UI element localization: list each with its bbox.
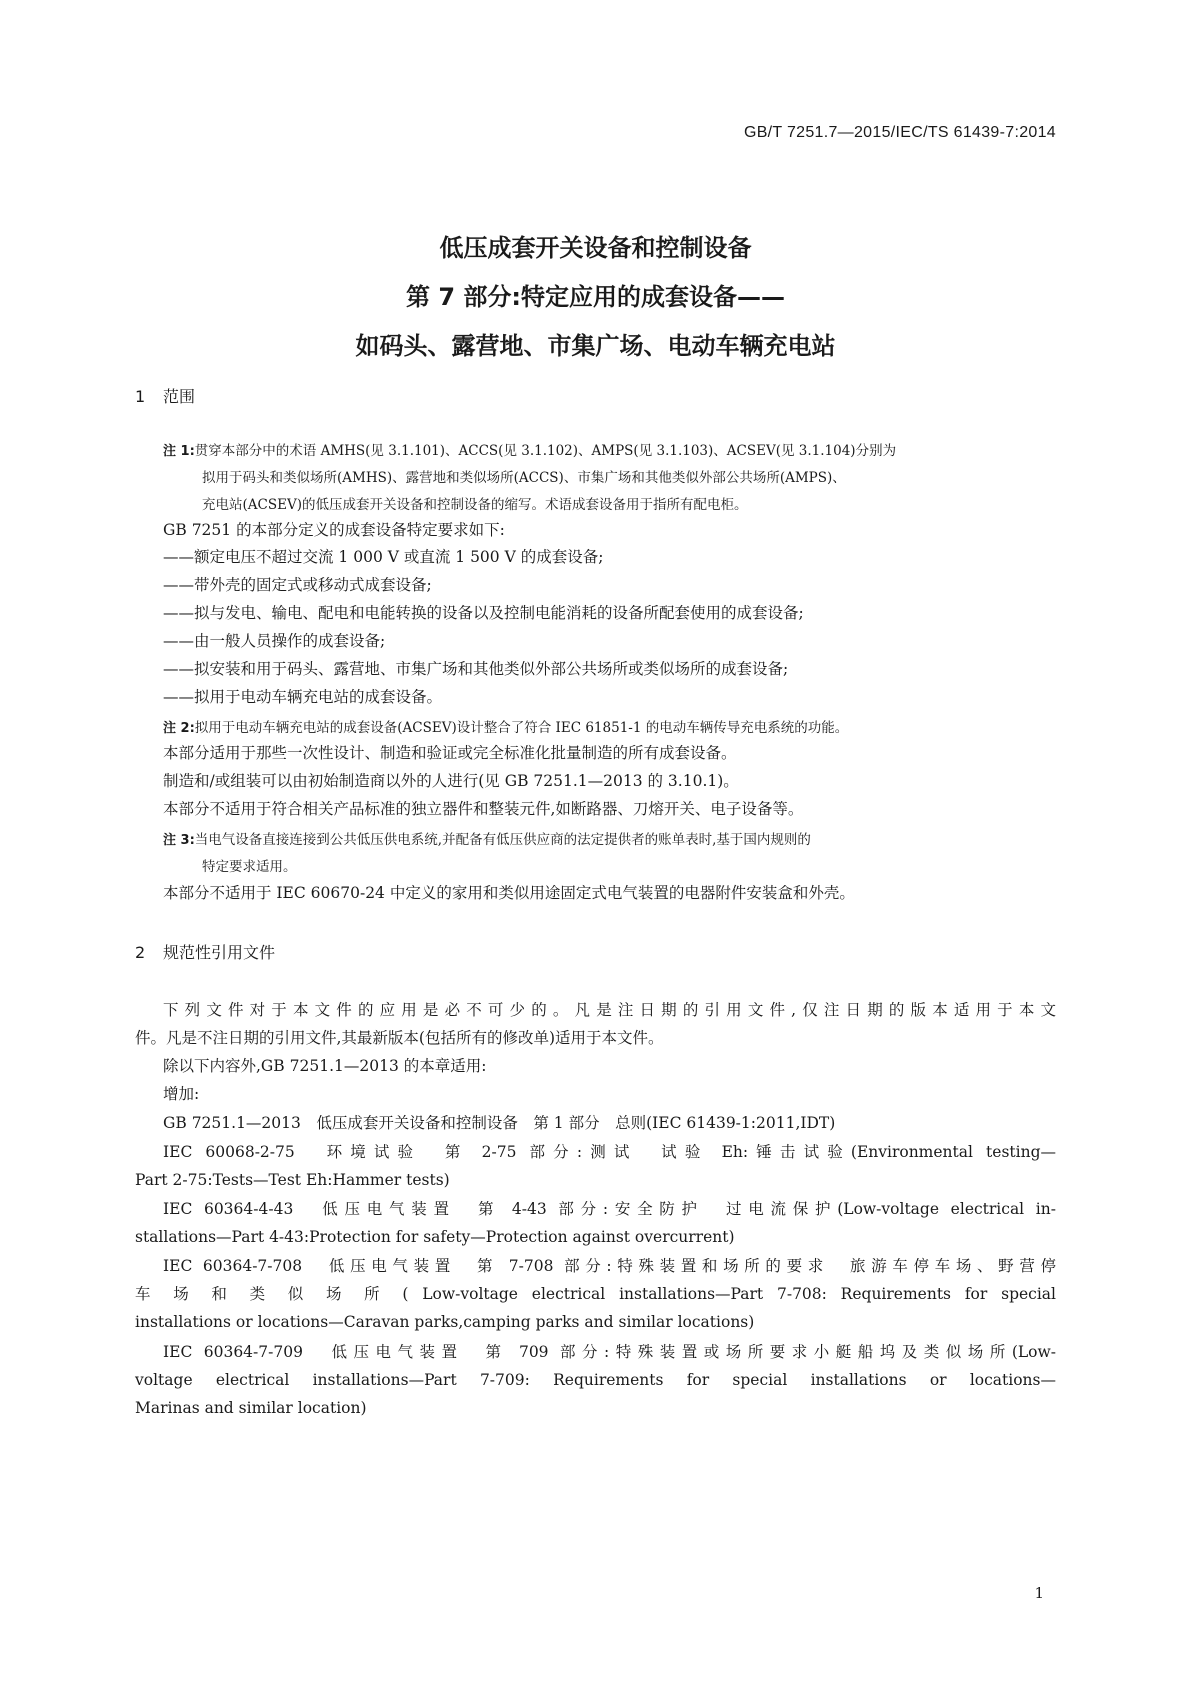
section-2-heading <box>135 940 275 963</box>
dash-item: ——带外壳的固定式或移动式成套设备; <box>163 576 432 594</box>
page-number: 1 <box>1034 1584 1044 1602</box>
document-title <box>0 224 1191 371</box>
reference-entry: IEC 60364-4-43 低压电气装置 第 4-43 部分:安全防护 过电流保护(Low-voltage electrical in- <box>163 1200 1056 1218</box>
reference-entry-cont: Part 2-75:Tests—Test Eh:Hammer tests) <box>135 1171 450 1189</box>
section-1-title: 范围 <box>163 387 196 406</box>
note-2: 注 2:拟用于电动车辆充电站的成套设备(ACSEV)设计整合了符合 IEC 61851-1 的电动车辆传导充电系统的功能。 <box>163 720 849 736</box>
section-1-heading <box>135 384 195 407</box>
note-3-label: 注 3: <box>163 833 195 848</box>
scope-paragraph: 本部分不适用于 IEC 60670-24 中定义的家用和类似用途固定式电气装置的电器附件安装盒和外壳。 <box>163 884 855 902</box>
reference-entry: IEC 60068-2-75 环境试验 第 2-75 部分:测试 试验 Eh:锤击试验(Environmental testing— <box>163 1143 1056 1161</box>
normative-paragraph-line: 下列文件对于本文件的应用是必不可少的。凡是注日期的引用文件,仅注日期的版本适用于本文 <box>163 1001 1056 1019</box>
note-1-label: 注 1: <box>163 444 195 459</box>
reference-entry-cont: installations or locations—Caravan parks,camping parks and similar locations) <box>135 1313 755 1331</box>
note-1-line-2: 拟用于码头和类似场所(AMHS)、露营地和类似场所(ACCS)、市集广场和其他类似外部公共场所(AMPS)、 <box>202 470 846 486</box>
scope-paragraph: 本部分不适用于符合相关产品标准的独立器件和整装元件,如断路器、刀熔开关、电子设备等。 <box>163 800 804 818</box>
reference-entry: GB 7251.1—2013 低压成套开关设备和控制设备 第 1 部分 总则(IEC 61439-1:2011,IDT) <box>163 1114 836 1132</box>
title-line-3: 如码头、露营地、市集广场、电动车辆充电站 <box>355 332 836 360</box>
dash-item: ——拟安装和用于码头、露营地、市集广场和其他类似外部公共场所或类似场所的成套设备; <box>163 660 789 678</box>
reference-entry-cont: stallations—Part 4-43:Protection for safety—Protection against overcurrent) <box>135 1228 735 1246</box>
reference-entry: IEC 60364-7-708 低压电气装置 第 7-708 部分:特殊装置和场所的要求 旅游车停车场、野营停 <box>163 1257 1056 1275</box>
title-line-2: 第 7 部分:特定应用的成套设备—— <box>405 283 785 311</box>
title-line-1: 低压成套开关设备和控制设备 <box>439 234 752 262</box>
document-header: GB/T 7251.7—2015/IEC/TS 61439-7:2014 <box>743 124 1056 141</box>
normative-paragraph: 除以下内容外,GB 7251.1—2013 的本章适用: <box>163 1057 487 1075</box>
note-3-line-1: 注 3:当电气设备直接连接到公共低压供电系统,并配备有低压供应商的法定提供者的账单表时,基于国内规则的 <box>163 832 811 848</box>
section-2-title: 规范性引用文件 <box>163 943 276 962</box>
dash-item: ——额定电压不超过交流 1 000 V 或直流 1 500 V 的成套设备; <box>163 548 604 566</box>
reference-entry-cont: Marinas and similar location) <box>135 1399 367 1417</box>
normative-paragraph-line: 件。凡是不注日期的引用文件,其最新版本(包括所有的修改单)适用于本文件。 <box>135 1029 664 1047</box>
scope-paragraph: 本部分适用于那些一次性设计、制造和验证或完全标准化批量制造的所有成套设备。 <box>163 744 737 762</box>
scope-paragraph: 制造和/或组装可以由初始制造商以外的人进行(见 GB 7251.1—2013 的 3.10.1)。 <box>163 772 739 790</box>
note-3-line-2: 特定要求适用。 <box>202 859 297 875</box>
dash-item: ——拟用于电动车辆充电站的成套设备。 <box>163 688 443 706</box>
note-2-label: 注 2: <box>163 721 195 736</box>
note-1-line-3: 充电站(ACSEV)的低压成套开关设备和控制设备的缩写。术语成套设备用于指所有配电柜。 <box>202 497 748 513</box>
dash-item: ——拟与发电、输电、配电和电能转换的设备以及控制电能消耗的设备所配套使用的成套设备; <box>163 604 804 622</box>
reference-entry: IEC 60364-7-709 低压电气装置 第 709 部分:特殊装置或场所要求小艇船坞及类似场所(Low- <box>163 1343 1056 1361</box>
section-1-number: 1 <box>135 387 146 406</box>
requirements-intro: GB 7251 的本部分定义的成套设备特定要求如下: <box>163 521 505 539</box>
section-2-number: 2 <box>135 943 146 962</box>
reference-entry-cont: voltage electrical installations—Part 7-709: Requirements for special installations or locations— <box>135 1371 1056 1389</box>
normative-paragraph: 增加: <box>163 1085 200 1103</box>
reference-entry-cont: 车 场 和 类 似 场 所 ( Low-voltage electrical installations—Part 7-708: Requirements for special <box>135 1285 1056 1303</box>
note-1-line-1: 注 1:贯穿本部分中的术语 AMHS(见 3.1.101)、ACCS(见 3.1.102)、AMPS(见 3.1.103)、ACSEV(见 3.1.104)分别为 <box>163 443 897 459</box>
dash-item: ——由一般人员操作的成套设备; <box>163 632 386 650</box>
